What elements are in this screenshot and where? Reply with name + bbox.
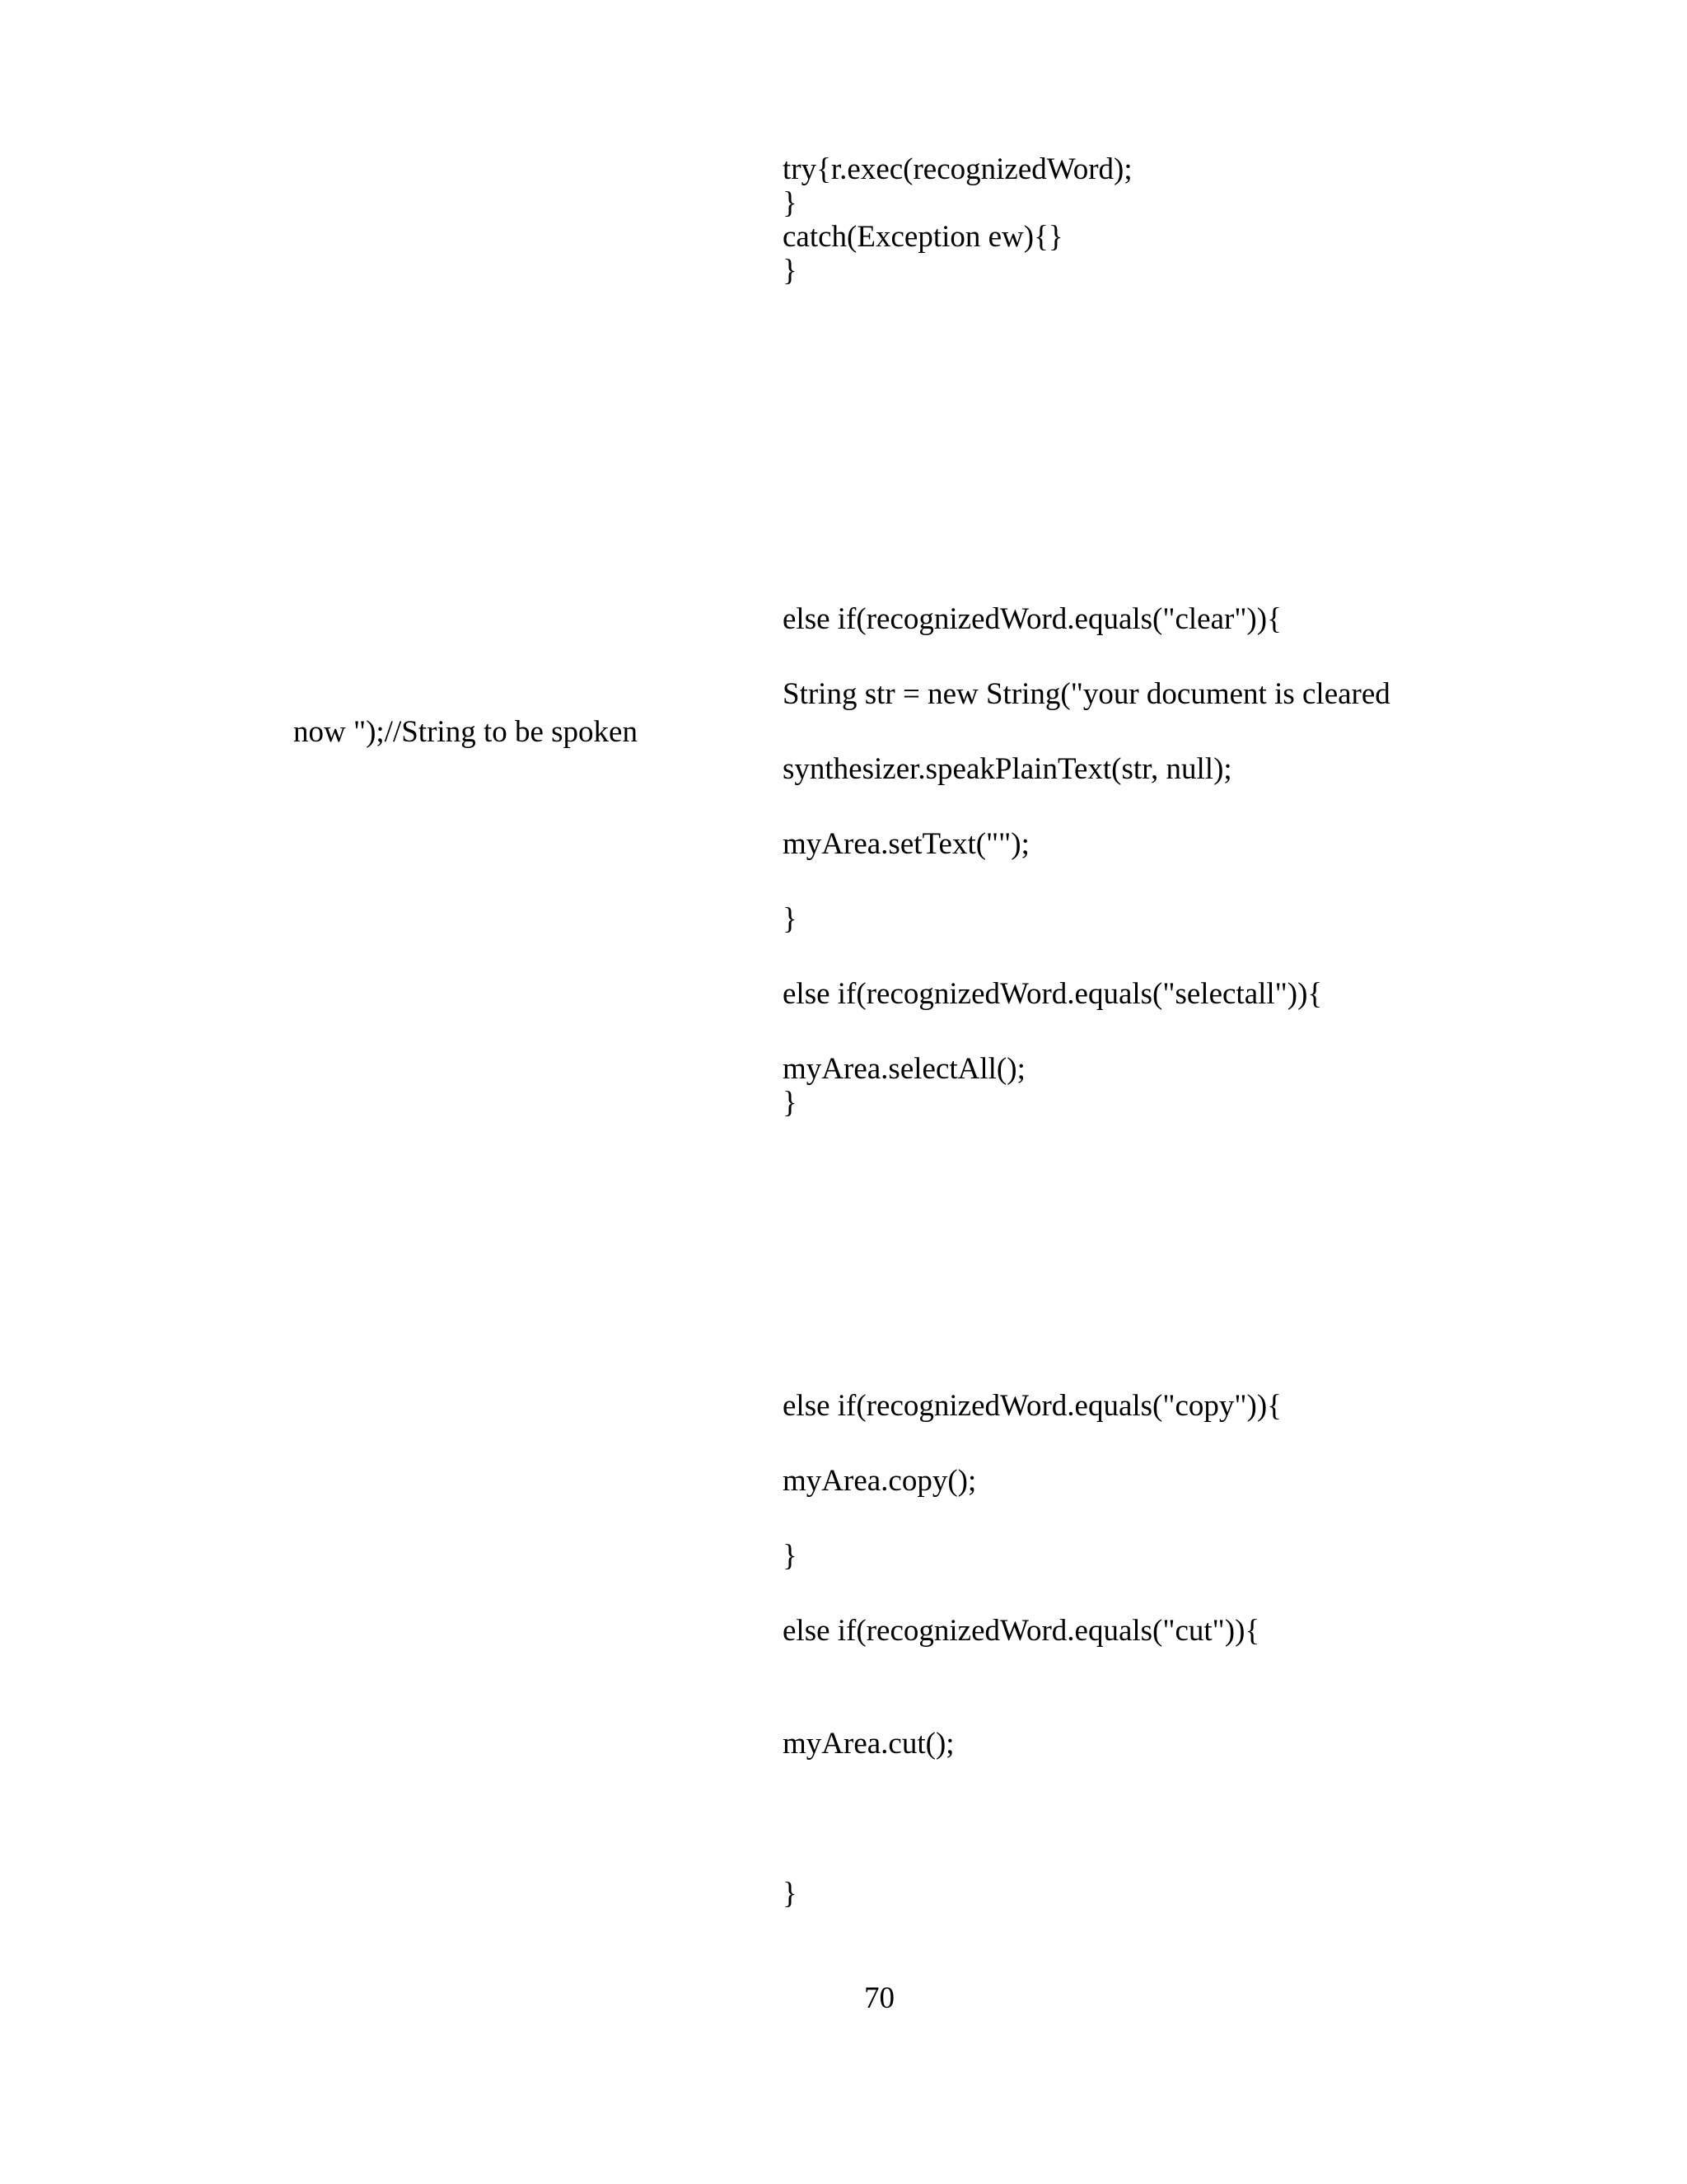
- code-line: else if(recognizedWord.equals("cut")){: [783, 1614, 1260, 1648]
- code-line: }: [783, 186, 797, 220]
- page-number: 70: [864, 1981, 895, 2015]
- code-line: myArea.cut();: [783, 1727, 955, 1761]
- code-line: try{r.exec(recognizedWord);: [783, 152, 1133, 186]
- wrapped-text-line: now ");//String to be spoken: [293, 715, 638, 749]
- code-line: else if(recognizedWord.equals("copy")){: [783, 1389, 1282, 1423]
- code-line: }: [783, 902, 797, 936]
- code-line: synthesizer.speakPlainText(str, null);: [783, 752, 1232, 786]
- code-line: catch(Exception ew){}: [783, 220, 1063, 254]
- code-line: myArea.copy();: [783, 1464, 977, 1498]
- code-line: String str = new String("your document is cleared: [783, 677, 1390, 711]
- code-line: else if(recognizedWord.equals("selectall")){: [783, 977, 1323, 1011]
- code-line: }: [783, 1877, 797, 1910]
- code-line: myArea.selectAll();: [783, 1052, 1026, 1086]
- code-line: }: [783, 1086, 797, 1120]
- code-line: }: [783, 1539, 797, 1573]
- code-line: else if(recognizedWord.equals("clear")){: [783, 602, 1282, 636]
- code-line: myArea.setText("");: [783, 827, 1030, 861]
- code-line: }: [783, 254, 797, 288]
